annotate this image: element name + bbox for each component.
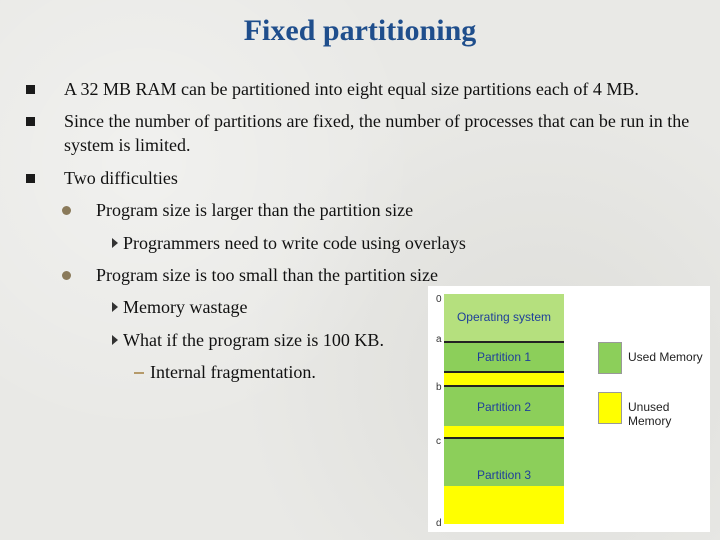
- partition-divider: [444, 385, 564, 387]
- partition-divider: [444, 371, 564, 373]
- bullet-square-icon: [26, 117, 35, 126]
- bullet-dash-icon: [134, 372, 144, 374]
- sub-bullet-2: Program size is too small than the partition size: [96, 265, 438, 285]
- tick-label: a: [436, 334, 442, 345]
- partition-divider: [444, 437, 564, 439]
- bullet-square-icon: [26, 174, 35, 183]
- bullet-dot-icon: [62, 206, 71, 215]
- partition-3-unused: [444, 486, 564, 524]
- sub-bullet-1: Program size is larger than the partition size: [96, 200, 414, 220]
- partition-1-used: [444, 342, 564, 372]
- tick-label: d: [436, 518, 442, 529]
- sub-sub-bullet-1: Programmers need to write code using overlays: [123, 233, 466, 253]
- partition-2-used: [444, 386, 564, 426]
- slide-title: Fixed partitioning: [243, 14, 477, 47]
- partition-3-label: Partition 3: [476, 468, 532, 482]
- bullet-1: A 32 MB RAM can be partitioned into eight equal size partitions each of 4 MB.: [64, 79, 639, 99]
- bullet-3: Two difficulties: [64, 168, 178, 188]
- bullet-arrow-icon: [112, 302, 118, 312]
- bullet-dot-icon: [62, 271, 71, 280]
- sub-sub-bullet-2: Memory wastage: [123, 297, 248, 317]
- legend-used-swatch: [598, 342, 622, 374]
- os-block: [444, 294, 564, 342]
- tick-label: c: [436, 436, 441, 447]
- legend-used-label: Used Memory: [628, 350, 703, 364]
- partition-2-label: Partition 2: [476, 400, 532, 414]
- bullet-arrow-icon: [112, 335, 118, 345]
- legend-unused-swatch: [598, 392, 622, 424]
- bullet-2: Since the number of partitions are fixed, the number of processes that can be run in the system is limited.: [64, 111, 690, 155]
- partition-3-used: [444, 438, 564, 486]
- tick-label: b: [436, 382, 442, 393]
- os-label: Operating system: [456, 310, 552, 324]
- detail-text: Internal fragmentation.: [150, 362, 316, 382]
- partition-1-label: Partition 1: [476, 350, 532, 364]
- bullet-square-icon: [26, 85, 35, 94]
- tick-label: 0: [436, 294, 442, 305]
- legend-unused-label: Unused Memory: [628, 400, 672, 428]
- partition-divider: [444, 341, 564, 343]
- sub-sub-bullet-3: What if the program size is 100 KB.: [123, 330, 384, 350]
- bullet-arrow-icon: [112, 238, 118, 248]
- memory-partition-figure: [428, 286, 710, 532]
- partition-1-unused: [444, 372, 564, 386]
